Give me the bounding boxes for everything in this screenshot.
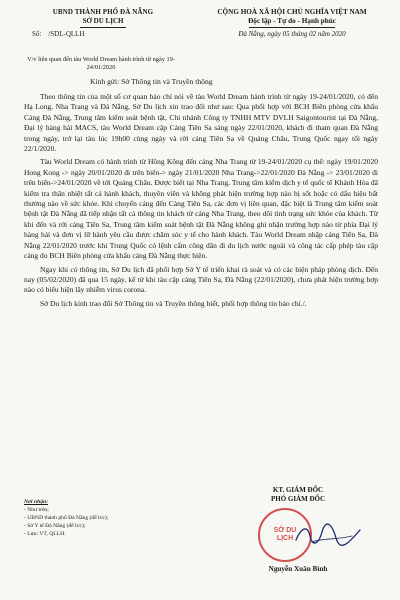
issue-date: Đà Nẵng, ngày 05 tháng 02 năm 2020 xyxy=(238,30,346,38)
doc-number xyxy=(32,30,178,39)
signature-block xyxy=(218,486,378,573)
issuing-authority-block xyxy=(28,8,178,39)
recipient-item: - Lưu: VT, QLLH. xyxy=(24,531,66,537)
handwritten-signature-icon xyxy=(292,522,364,548)
greeting: Kính gửi: Sở Thông tin và Truyền thông xyxy=(90,77,213,86)
body-paragraph-2: Tàu World Dream có hành trình từ Hồng Kông đến cảng Nha Trang từ 19-24/01/2020 cụ thể: ngày 19/01/2020 Hong Kong -> ngày 20/01/2020 đi trên biển-> ngày 21/01/2020 Nha Trang->22/01/2020 Đà Nẵng -> 23/01/2020 đi trên biển->24/01/2020 về tới Quảng Châu. Được biết tại Nha Trang, Trung tâm kiểm dịch y tế quốc tế Khánh Hòa đã kiểm tra thân nhiệt tất cả hành khách, thuyền viên và không phát hiện trường hợp nào bị sốt hoặc có dấu hiệu bất thường nào về sức khỏe. Khi chuyến cảng đến Cảng Tiên Sa, các đơn vị liên quan, đặc biệt là Trung tâm kiểm soát bệnh tật Đà Nẵng đã tiếp nhận tất cả thông tin khách từ cảng Nha Trang, theo dõi tình trạng sức khỏe của khách. Từ khi đến và rời cảng Tiên Sa, Trung tâm kiểm soát bệnh tật Đà Nẵng không ghi nhận trường hợp nào từ phía Đại lý hàng hải và đơn vị lữ hành yêu cầu được chăm sóc y tế cho hành khách. Tàu World Dream nhập cảng Tiên Sa, Đà Nẵng 22/01/2020 trước khi Trung Quốc có lệnh cấm công dân đi du lịch nước ngoài và công tác cấp phép tàu cập cảng do BCH Biên phòng cửa khẩu cảng Đà Nẵng thực hiện. xyxy=(24,157,378,261)
recipient-item: - Sở Y tế Đà Nẵng (để b/c); xyxy=(24,523,86,529)
signer-role: PHÓ GIÁM ĐỐC xyxy=(270,495,326,503)
body-paragraph-4: Sở Du lịch kính trao đổi Sở Thông tin và Truyền thông biết, phối hợp thông tin báo chí./. xyxy=(40,298,307,308)
doc-number-code: /SDL-QLLH xyxy=(48,30,85,38)
document-body xyxy=(24,92,378,312)
nation-title: CỘNG HOÀ XÃ HỘI CHỦ NGHĨA VIỆT NAM xyxy=(217,8,367,16)
recipients-block xyxy=(24,498,174,538)
doc-number-prefix: Số: xyxy=(32,30,42,38)
recipient-item: - Như trên; xyxy=(24,507,49,513)
national-motto-block xyxy=(192,8,392,39)
stamp-text: SỞ DU LỊCH xyxy=(273,527,297,542)
signature-authority: KT. GIÁM ĐỐC xyxy=(272,486,324,494)
recipient-item: - UBND thành phố Đà Nẵng (để b/c); xyxy=(24,515,109,521)
org-line-1: UBND THÀNH PHỐ ĐÀ NẴNG xyxy=(52,8,154,16)
header-left-divider xyxy=(80,27,126,28)
header-right-divider xyxy=(249,27,335,28)
signer-name: Nguyễn Xuân Bình xyxy=(268,565,328,573)
body-paragraph-3: Ngay khi có thông tin, Sở Du lịch đã phối hợp Sở Y tế triển khai rà soát và có các biện pháp phòng dịch. Đến nay (05/02/2020) đã qua 15 ngày, kể từ khi tàu cập cảng Tiên Sa, Đà Nẵng (22/01/2020), chưa phát hiện trường hợp nào có biểu hiện lây nhiễm virus corona. xyxy=(24,264,378,295)
document-subject: V/v liên quan đến tàu World Dream hành trình từ ngày 19-24/01/2020 xyxy=(27,56,175,71)
recipients-title: Nơi nhận: xyxy=(24,499,48,505)
national-motto: Độc lập - Tự do - Hạnh phúc xyxy=(248,17,336,25)
org-line-2: SỞ DU LỊCH xyxy=(82,17,124,25)
body-paragraph-1: Theo thông tin của một số cơ quan báo chí nói về tàu World Dream hành trình từ ngày 19-24/01/2020, có đến Hạ Long, Nha Trang và Đà Nẵng, Sở Du lịch xin trao đổi như sau: Qua phối hợp với BCH Biên phòng cửa khẩu Cảng Đà Nẵng, Trung tâm kiểm soát bệnh tật, Chi nhánh Công ty TNHH MTV DVLH Saigontourist tại Đà Nẵng, Đại lý hàng hải MACS, tàu World Dream cập Cảng Tiên Sa sáng ngày 22/01/2020, khách đi tham quan Đà Nẵng trong ngày, trở lại tàu lúc 19h00 cùng ngày và rời cảng Tiên Sa về Quảng Châu, Trung Quốc ngay tối ngày 22/1/2020. xyxy=(24,92,378,154)
